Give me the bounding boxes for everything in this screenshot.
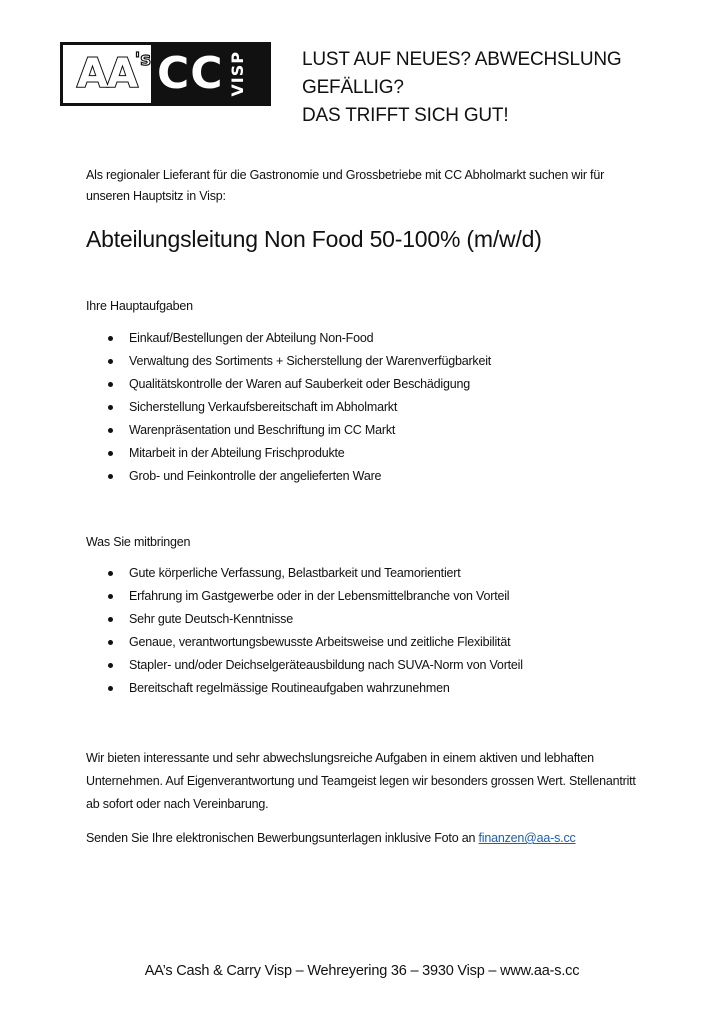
headline-line-2: GEFÄLLIG?	[302, 77, 404, 98]
apply-line	[86, 827, 576, 850]
offer-paragraph: Wir bieten interessante und sehr abwechslungsreiche Aufgaben in einem aktiven und lebhaften Unternehmen. Auf Eigenverantwortung und Teamgeist legen wir besonders grossen Wert. Stellenantritt ab sofort oder nach Vereinbarung.	[86, 751, 636, 811]
list-item: Erfahrung im Gastgewerbe oder in der Lebensmittelbranche von Vorteil	[86, 585, 523, 608]
tasks-heading: Ihre Hauptaufgaben	[86, 299, 193, 313]
logo-cc-part	[151, 45, 268, 103]
requirements-list	[86, 562, 523, 700]
logo-aa-text: AA	[77, 51, 137, 97]
headline-line-1: LUST AUF NEUES? ABWECHSLUNG	[302, 49, 622, 70]
logo-visp-text: VISP	[227, 51, 247, 97]
logo-s-text: 's	[134, 49, 151, 70]
list-item: Stapler- und/oder Deichselgeräteausbildung nach SUVA-Norm von Vorteil	[86, 654, 523, 677]
list-item: Sehr gute Deutsch-Kenntnisse	[86, 608, 523, 631]
list-item: Mitarbeit in der Abteilung Frischprodukte	[86, 442, 491, 465]
list-item: Verwaltung des Sortiments + Sicherstellung der Warenverfügbarkeit	[86, 350, 491, 373]
logo-cc-text: CC	[157, 48, 224, 99]
list-item: Genaue, verantwortungsbewusste Arbeitsweise und zeitliche Flexibilität	[86, 631, 523, 654]
list-item: Warenpräsentation und Beschriftung im CC Markt	[86, 419, 491, 442]
company-logo	[60, 42, 271, 106]
email-link[interactable]: finanzen@aa-s.cc	[478, 831, 576, 845]
apply-text: Senden Sie Ihre elektronischen Bewerbungsunterlagen inklusive Foto an	[86, 831, 479, 845]
list-item: Sicherstellung Verkaufsbereitschaft im Abholmarkt	[86, 396, 491, 419]
headline	[302, 46, 662, 130]
footer-address: AA’s Cash & Carry Visp – Wehreyering 36 – 3930 Visp – www.aa-s.cc	[144, 963, 580, 979]
list-item: Gute körperliche Verfassung, Belastbarkeit und Teamorientiert	[86, 562, 523, 585]
logo-aa-part	[63, 45, 151, 103]
list-item: Grob- und Feinkontrolle der angelieferten Ware	[86, 465, 491, 488]
intro-paragraph: Als regionaler Lieferant für die Gastronomie und Grossbetriebe mit CC Abholmarkt suchen wir für unseren Hauptsitz in Visp:	[86, 168, 605, 203]
list-item: Einkauf/Bestellungen der Abteilung Non-Food	[86, 327, 491, 350]
requirements-heading: Was Sie mitbringen	[86, 535, 191, 549]
list-item: Bereitschaft regelmässige Routineaufgaben wahrzunehmen	[86, 677, 523, 700]
tasks-list	[86, 327, 491, 488]
list-item: Qualitätskontrolle der Waren auf Sauberkeit oder Beschädigung	[86, 373, 491, 396]
job-title: Abteilungsleitung Non Food 50-100% (m/w/d)	[86, 226, 542, 252]
headline-line-3: DAS TRIFFT SICH GUT!	[302, 105, 509, 126]
